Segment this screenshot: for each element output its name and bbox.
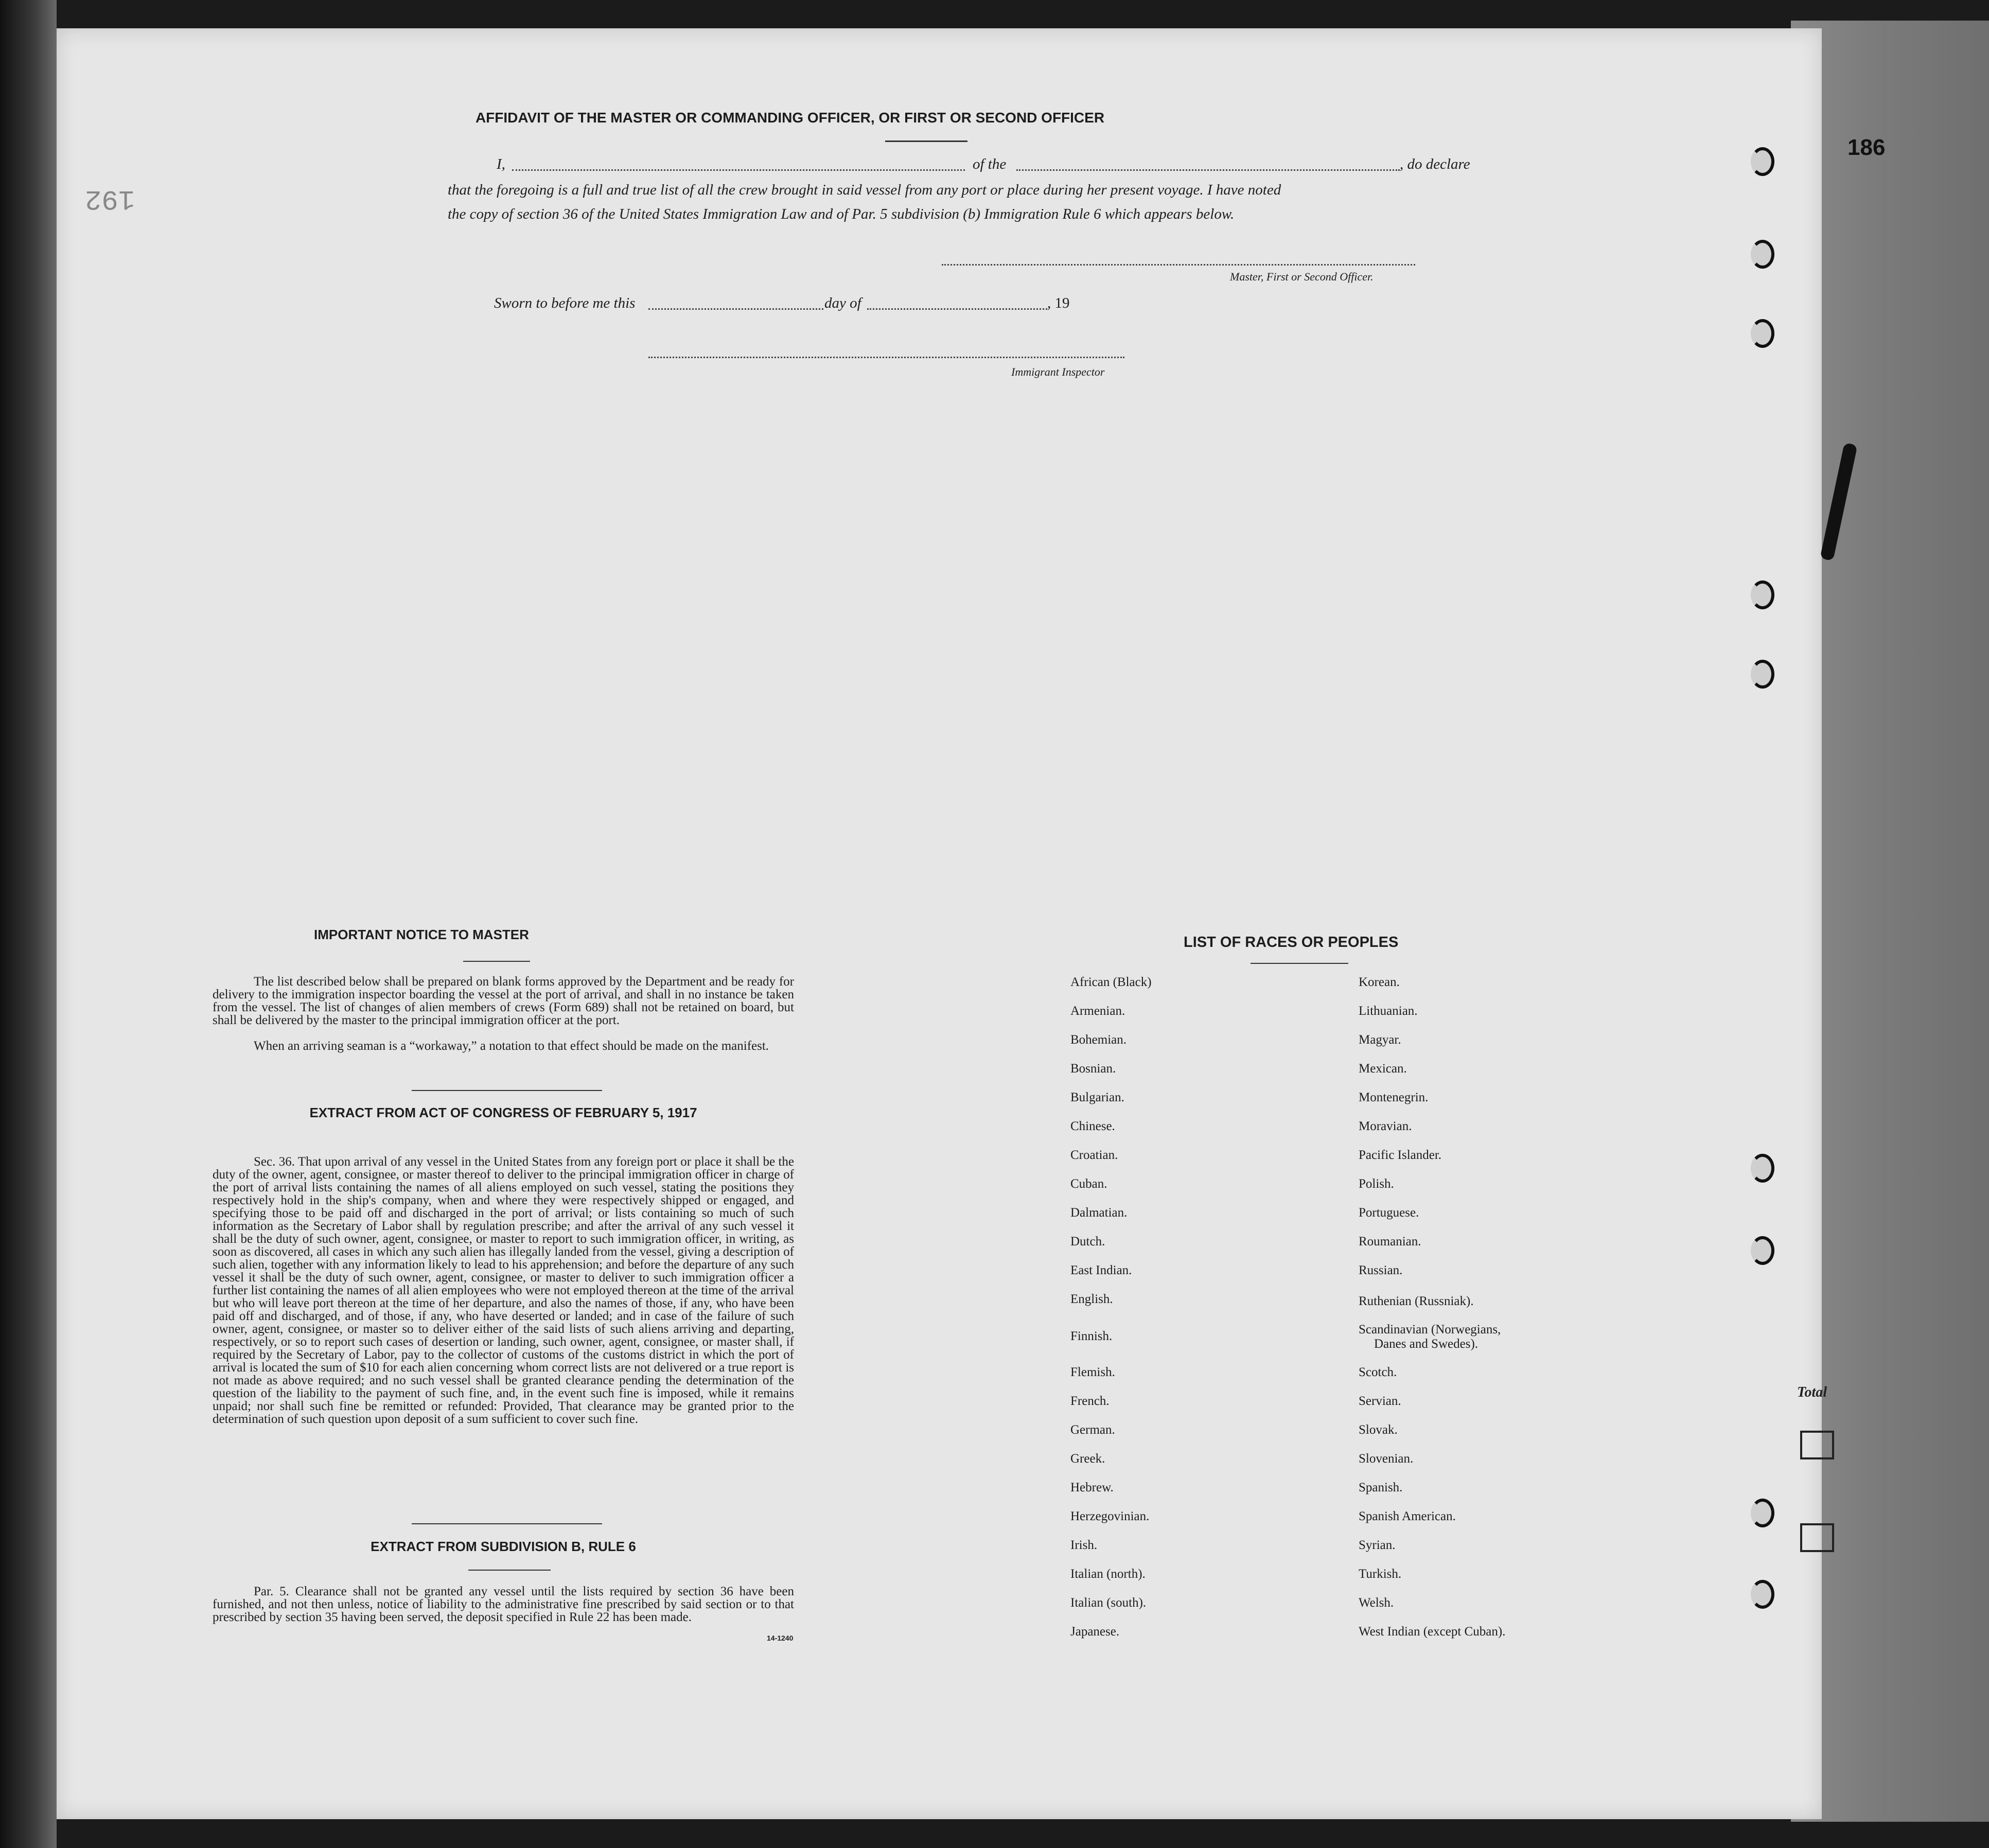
binder-hole-icon	[1751, 1236, 1774, 1265]
act-end-rule	[412, 1523, 602, 1524]
race-item: Portuguese.	[1359, 1206, 1419, 1220]
binder-hole-icon	[1751, 319, 1774, 348]
race-item: Japanese.	[1070, 1625, 1120, 1639]
race-item: Scotch.	[1359, 1365, 1397, 1379]
inspector-label: Immigrant Inspector	[1011, 365, 1105, 378]
binder-hole-icon	[1751, 1154, 1774, 1183]
year-label: , 19	[1047, 295, 1070, 311]
race-item: Greek.	[1070, 1452, 1105, 1466]
name-line	[512, 169, 965, 171]
race-item: African (Black)	[1070, 975, 1152, 989]
binder-hole-icon	[1751, 660, 1774, 689]
race-item: Bohemian.	[1070, 1033, 1127, 1047]
sworn-month-line	[867, 308, 1047, 310]
race-item: Turkish.	[1359, 1567, 1402, 1581]
race-item: Chinese.	[1070, 1119, 1115, 1133]
race-item: Servian.	[1359, 1394, 1401, 1408]
race-item: Cuban.	[1070, 1177, 1107, 1191]
rule-extract-text: Par. 5. Clearance shall not be granted any vessel until the lists required by section 36 have been furnished, and not then unless, notice of liability to the administrative fine prescribed by said section or to that prescribed by section 35 having been served, the deposit specified in Rule 22 has been made.	[213, 1585, 794, 1624]
side-number: 192	[85, 183, 135, 214]
signature-label: Master, First or Second Officer.	[1230, 270, 1374, 283]
margin-box	[1800, 1431, 1834, 1459]
notice-rule	[463, 961, 530, 962]
race-item: Croatian.	[1070, 1148, 1118, 1162]
race-item: West Indian (except Cuban).	[1359, 1625, 1506, 1639]
signature-line	[942, 264, 1415, 266]
race-item: German.	[1070, 1423, 1115, 1437]
notice-title: IMPORTANT NOTICE TO MASTER	[314, 927, 529, 942]
affidavit-do-declare: , do declare	[1400, 156, 1470, 172]
race-item: East Indian.	[1070, 1263, 1132, 1277]
race-item: Armenian.	[1070, 1004, 1125, 1018]
act-extract-text: Sec. 36. That upon arrival of any vessel in the United States from any foreign port or place it shall be the duty of the owner, agent, consignee, or master thereof to deliver to the principal immigration officer in charge of the port of arrival lists containing the names of all aliens employed on such vessel, stating the positions they respectively hold in the ship's company, when and where they were respectively shipped or engaged, and specifying those to be paid off and discharged in the port of arrival; or lists containing so much of such information as the Secretary of Labor shall by regulation prescribe; and after the arrival of any such vessel it shall be the duty of such owner, agent, consignee, or master to report to such immigration officer, in writing, as soon as discovered, all cases in which any such alien has illegally landed from the vessel, giving a description of such alien, together with any information likely to lead to his apprehension; and before the departure of any such vessel it shall be the duty of such owner, agent, consignee, or master to deliver to such immigration officer a further list containing the names of all alien employees who were not employed thereon at the time of the arrival but who will leave port thereon at the time of her departure, and also the names of those, if any, who have been paid off and discharged, and of those, if any, who have deserted or landed; and in case of the failure of such owner, agent, consignee, or master so to deliver either of the said lists of such aliens arriving and departing, respectively, or so to report such cases of desertion or landing, such owner, agent, consignee, or master shall, if required by the Secretary of Labor, pay to the collector of customs of the customs district in which the port of arrival is located the sum of $10 for each alien concerning whom correct lists are not delivered or a true report is not made as above required; and no such vessel shall be granted clearance pending the determination of the question of the liability to the payment of such fine, and, in the event such fine is imposed, while it remains unpaid; nor shall such fine be remitted or refunded: Provided, That clearance may be granted prior to the determination of such question upon deposit of a sum sufficient to cover such fine.	[213, 1155, 794, 1426]
race-item: English.	[1070, 1292, 1113, 1306]
binding-shadow	[0, 0, 57, 1848]
binder-hole-icon	[1751, 1580, 1774, 1609]
race-item: Bulgarian.	[1070, 1090, 1124, 1104]
day-of-label: day of	[824, 295, 861, 311]
race-item: Syrian.	[1359, 1538, 1396, 1552]
notice-para-2: When an arriving seaman is a “workaway,” a notation to that effect should be made on the manifest.	[254, 1039, 769, 1053]
margin-total-note: Total	[1797, 1384, 1827, 1400]
sworn-label: Sworn to before me this	[494, 295, 636, 311]
affidavit-title: AFFIDAVIT OF THE MASTER OR COMMANDING OFFICER, OR FIRST OR SECOND OFFICER	[475, 110, 1105, 126]
race-item: Herzegovinian.	[1070, 1509, 1150, 1523]
race-item: Finnish.	[1070, 1329, 1113, 1343]
race-item: Lithuanian.	[1359, 1004, 1418, 1018]
binder-hole-icon	[1751, 240, 1774, 269]
race-item: Bosnian.	[1070, 1062, 1116, 1076]
title-rule	[885, 140, 967, 142]
affidavit-line2: that the foregoing is a full and true list of all the crew brought in said vessel from any port or place during her present voyage. I have noted	[448, 182, 1281, 198]
binder-hole-icon	[1751, 147, 1774, 176]
race-item: Dalmatian.	[1070, 1206, 1128, 1220]
race-item: Hebrew.	[1070, 1481, 1114, 1494]
notice-para-1: The list described below shall be prepared on blank forms approved by the Department and be ready for delivery to the immigration inspector boarding the vessel at the port of arrival, and shall in no instance be taken from the vessel. The list of changes of alien members of crews (Form 689) shall not be retained on board, but shall be delivered by the master to the principal immigration officer at the port.	[213, 975, 794, 1027]
page-number: 186	[1847, 135, 1886, 160]
rule-extract-title: EXTRACT FROM SUBDIVISION B, RULE 6	[371, 1539, 636, 1554]
race-item: Mexican.	[1359, 1062, 1407, 1076]
race-item: Slovak.	[1359, 1423, 1398, 1437]
form-number: 14-1240	[767, 1634, 794, 1642]
race-item: Montenegrin.	[1359, 1090, 1429, 1104]
act-extract-title: EXTRACT FROM ACT OF CONGRESS OF FEBRUARY 5, 1917	[309, 1105, 697, 1120]
affidavit-I: I,	[497, 156, 505, 172]
races-title: LIST OF RACES OR PEOPLES	[1184, 934, 1399, 951]
race-item: Flemish.	[1070, 1365, 1115, 1379]
race-item: Ruthenian (Russniak).	[1359, 1294, 1474, 1308]
race-item: Roumanian.	[1359, 1235, 1421, 1248]
race-item: French.	[1070, 1394, 1110, 1408]
affidavit-line3: the copy of section 36 of the United States Immigration Law and of Par. 5 subdivision (b) Immigration Rule 6 which appears below.	[448, 206, 1235, 222]
race-item: Moravian.	[1359, 1119, 1412, 1133]
binder-hole-icon	[1751, 1499, 1774, 1527]
race-item: Slovenian.	[1359, 1452, 1414, 1466]
inspector-line	[648, 357, 1124, 358]
margin-box	[1800, 1523, 1834, 1552]
sworn-day-line	[648, 308, 823, 310]
race-item: Italian (south).	[1070, 1596, 1147, 1610]
binder-hole-icon	[1751, 580, 1774, 609]
race-item: Russian.	[1359, 1263, 1403, 1277]
race-item: Irish.	[1070, 1538, 1098, 1552]
race-item: Spanish.	[1359, 1481, 1403, 1494]
race-item: Magyar.	[1359, 1033, 1401, 1047]
document-page	[57, 28, 1822, 1819]
affidavit-of-the: of the	[973, 156, 1007, 172]
race-item: Welsh.	[1359, 1596, 1394, 1610]
vessel-line	[1016, 169, 1400, 171]
race-item: Italian (north).	[1070, 1567, 1146, 1581]
rule-title-rule	[468, 1570, 551, 1571]
race-item: Pacific Islander.	[1359, 1148, 1442, 1162]
race-item: Danes and Swedes).	[1374, 1337, 1478, 1351]
notice-end-rule	[412, 1090, 602, 1091]
race-item: Polish.	[1359, 1177, 1394, 1191]
race-item: Korean.	[1359, 975, 1400, 989]
races-title-rule	[1251, 963, 1348, 964]
race-item: Dutch.	[1070, 1235, 1105, 1248]
race-item: Scandinavian (Norwegians,	[1359, 1323, 1501, 1336]
race-item: Spanish American.	[1359, 1509, 1456, 1523]
